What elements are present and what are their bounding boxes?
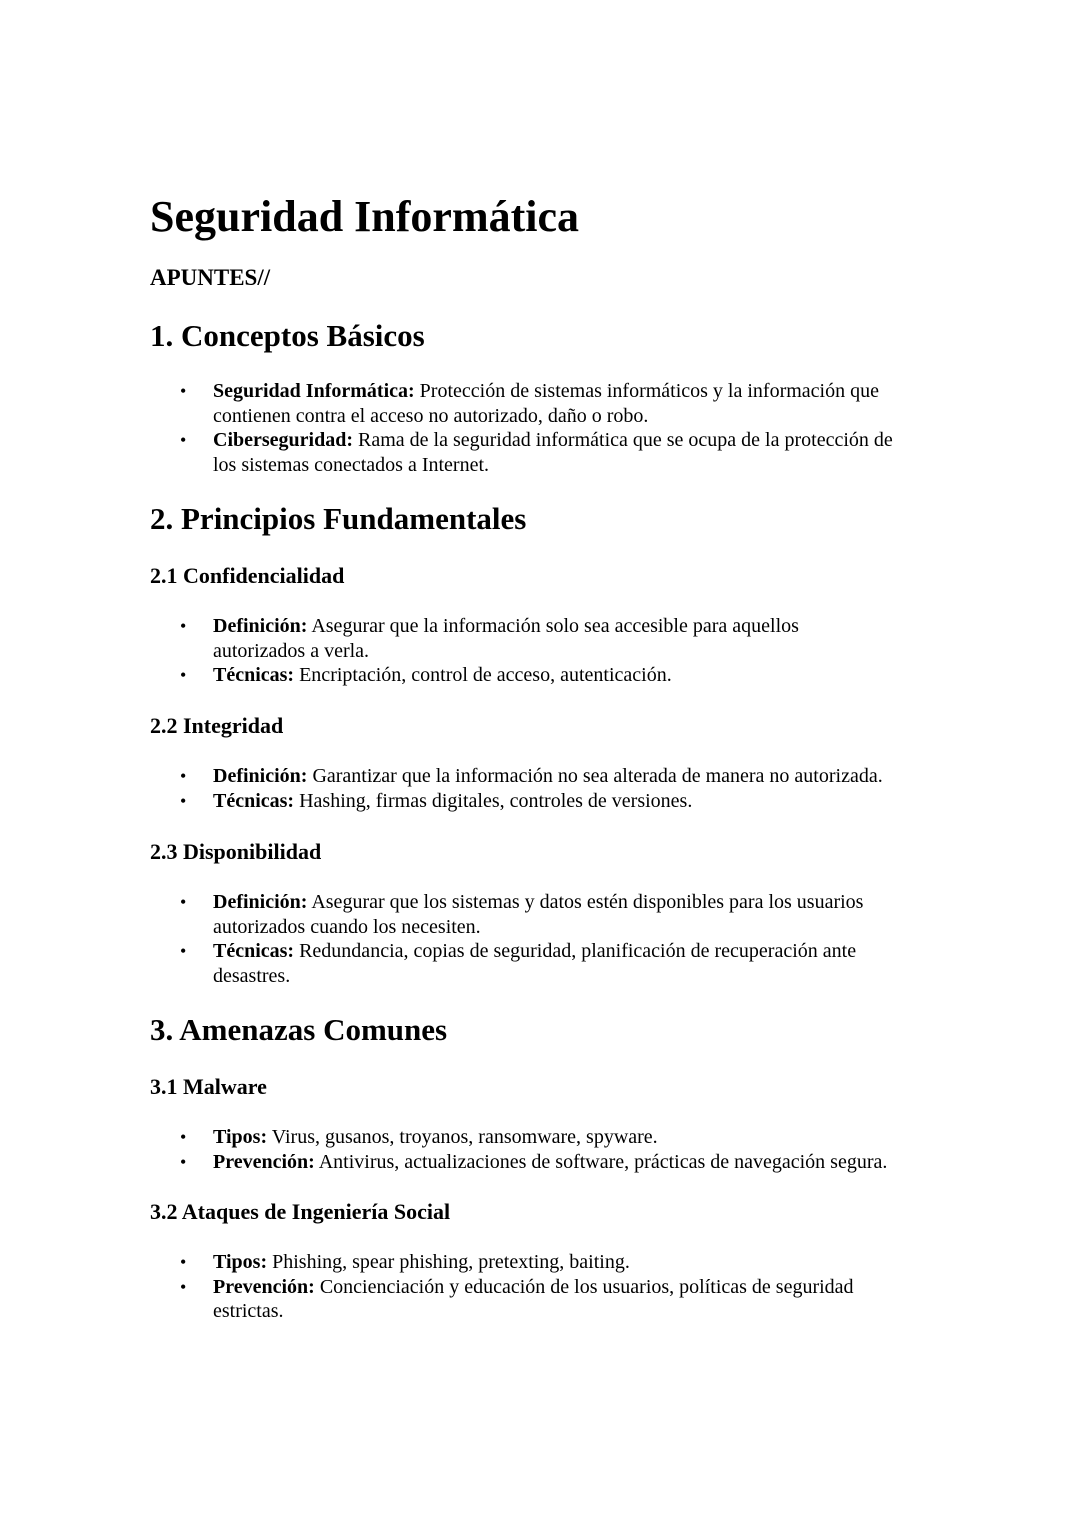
list-item-text: Encriptación, control de acceso, autenticación. bbox=[294, 664, 672, 686]
bullet-icon: • bbox=[180, 665, 187, 685]
bullet-icon: • bbox=[180, 616, 187, 636]
bullet-list bbox=[0, 764, 930, 813]
section-heading: 1. Conceptos Básicos bbox=[150, 318, 425, 353]
bullet-icon: • bbox=[180, 1276, 187, 1297]
list-item-term: Ciberseguridad: bbox=[213, 429, 353, 451]
list-item bbox=[0, 1125, 943, 1150]
list-item bbox=[0, 764, 943, 789]
subsection-heading: 2.1 Confidencialidad bbox=[150, 563, 345, 588]
subsection-heading: 2.2 Integridad bbox=[150, 713, 284, 738]
list-item-text: Rama de la seguridad informática que se ocupa de la protección de los sistemas conectados a Internet. bbox=[213, 429, 893, 476]
list-item bbox=[0, 379, 918, 428]
subsection-heading: 3.1 Malware bbox=[150, 1074, 267, 1099]
section-heading: 3. Amenazas Comunes bbox=[150, 1012, 448, 1047]
bullet-icon: • bbox=[180, 1252, 187, 1272]
list-item bbox=[0, 614, 853, 663]
subsection-heading: 3.2 Ataques de Ingeniería Social bbox=[150, 1199, 451, 1224]
list-item bbox=[0, 789, 943, 814]
list-item-text: Virus, gusanos, troyanos, ransomware, spyware. bbox=[267, 1126, 658, 1148]
section-heading: 2. Principios Fundamentales bbox=[150, 501, 527, 536]
list-item-text: Antivirus, actualizaciones de software, prácticas de navegación segura. bbox=[314, 1150, 888, 1173]
list-item-term: Definición: bbox=[213, 765, 308, 787]
bullet-icon: • bbox=[180, 790, 187, 811]
bullet-icon: • bbox=[180, 1151, 187, 1172]
list-item bbox=[0, 1150, 943, 1175]
list-item-term: Definición: bbox=[213, 615, 308, 637]
list-item-text: Asegurar que los sistemas y datos estén disponibles para los usuarios autorizados cuando los necesiten. bbox=[213, 891, 864, 938]
list-item bbox=[0, 1250, 903, 1275]
bullet-icon: • bbox=[180, 941, 187, 961]
list-item-text: Asegurar que la información solo sea accesible para aquellos autorizados a verla. bbox=[213, 615, 799, 662]
list-item bbox=[0, 1275, 903, 1324]
bullet-icon: • bbox=[180, 892, 187, 912]
list-item-text: Concienciación y educación de los usuarios, políticas de seguridad estrictas. bbox=[213, 1275, 854, 1322]
list-item-term: Prevención: bbox=[213, 1275, 315, 1298]
list-item-term: Técnicas: bbox=[213, 940, 295, 962]
subsection-heading: 2.3 Disponibilidad bbox=[150, 839, 322, 864]
list-item-term: Prevención: bbox=[213, 1150, 315, 1173]
list-item bbox=[0, 428, 918, 477]
list-item-text: Hashing, firmas digitales, controles de versiones. bbox=[294, 789, 693, 812]
list-item-text: Phishing, spear phishing, pretexting, baiting. bbox=[267, 1251, 630, 1273]
bullet-list bbox=[0, 890, 930, 988]
bullet-icon: • bbox=[180, 430, 187, 450]
list-item-text: Garantizar que la información no sea alterada de manera no autorizada. bbox=[307, 765, 883, 787]
bullet-list bbox=[0, 1250, 930, 1324]
bullet-icon: • bbox=[180, 766, 187, 786]
list-item-text: Redundancia, copias de seguridad, planificación de recuperación ante desastres. bbox=[213, 940, 857, 987]
bullet-list bbox=[0, 379, 930, 477]
list-item-term: Definición: bbox=[213, 891, 308, 913]
list-item-term: Técnicas: bbox=[213, 789, 295, 812]
bullet-list bbox=[0, 614, 930, 688]
list-item-term: Seguridad Informática: bbox=[213, 380, 415, 402]
list-item-term: Técnicas: bbox=[213, 664, 295, 686]
document-subtitle: APUNTES// bbox=[150, 265, 271, 290]
document-title: Seguridad Informática bbox=[150, 192, 579, 241]
bullet-list bbox=[0, 1125, 930, 1174]
list-item-text: Protección de sistemas informáticos y la información que contienen contra el acceso no autorizado, daño o robo. bbox=[213, 380, 879, 427]
list-item bbox=[0, 939, 908, 988]
list-item-term: Tipos: bbox=[213, 1126, 268, 1148]
list-item bbox=[0, 890, 908, 939]
bullet-icon: • bbox=[180, 1127, 187, 1147]
bullet-icon: • bbox=[180, 381, 187, 401]
list-item-term: Tipos: bbox=[213, 1251, 268, 1273]
list-item bbox=[0, 663, 918, 688]
